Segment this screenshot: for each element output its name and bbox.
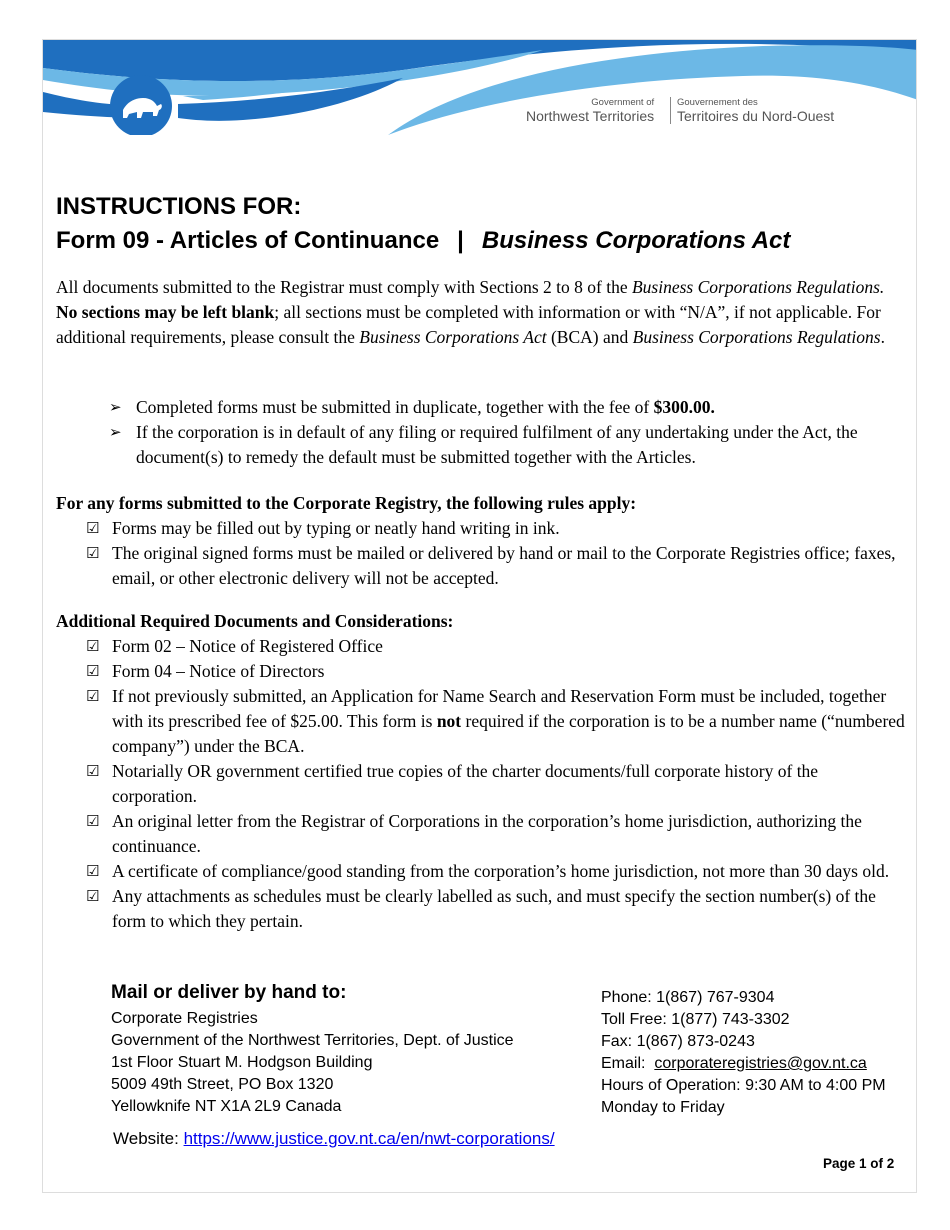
toll-free: Toll Free: 1(877) 743-3302 <box>601 1011 790 1028</box>
gov-en-large: Northwest Territories <box>526 108 655 124</box>
rule-text: The original signed forms must be mailed or delivered by hand or mail to the Corporate Registries office; faxes, email, or other electronic delivery will not be accepted. <box>112 543 896 588</box>
doc-text: Form 02 – Notice of Registered Office <box>112 636 383 656</box>
list-item <box>86 634 906 659</box>
doc-text: required if the corporation is to be a number name (“numbered company”) under the BCA. <box>112 711 905 756</box>
contact-info <box>601 987 886 1119</box>
address-line: 1st Floor Stuart M. Hodgson Building <box>111 1054 373 1071</box>
checkbox-icon: ☑ <box>86 687 100 705</box>
intro-text-end: . <box>880 327 885 347</box>
requirements-list <box>109 395 889 470</box>
list-item <box>86 684 906 759</box>
form-name: Form 09 - Articles of Continuance <box>56 227 440 254</box>
phone: Phone: 1(867) 767-9304 <box>601 989 775 1006</box>
email-link[interactable]: corporateregistries@gov.nt.ca <box>654 1055 867 1072</box>
address-line: 5009 49th Street, PO Box 1320 <box>111 1076 334 1093</box>
polar-bear-logo-icon <box>110 75 172 135</box>
bullet-text: Completed forms must be submitted in duplicate, together with the fee of <box>136 397 654 417</box>
intro-regulations: Business Corporations Regulations. <box>631 277 885 297</box>
gov-name-french <box>677 97 834 124</box>
instructions-heading: INSTRUCTIONS FOR: <box>56 193 302 220</box>
intro-act: Business Corporations Act <box>359 327 547 347</box>
list-item <box>86 541 906 591</box>
email-row <box>601 1053 886 1075</box>
address-line: Yellowknife NT X1A 2L9 Canada <box>111 1098 342 1115</box>
hours: Hours of Operation: 9:30 AM to 4:00 PM <box>601 1077 886 1094</box>
doc-text: Notarially OR government certified true copies of the charter documents/full corporate history of the corporation. <box>112 761 819 806</box>
doc-text: Form 04 – Notice of Directors <box>112 661 325 681</box>
doc-text: Any attachments as schedules must be clearly labelled as such, and must specify the section number(s) of the form to which they pertain. <box>112 886 876 931</box>
list-item <box>86 759 906 809</box>
address-line: Government of the Northwest Territories, Dept. of Justice <box>111 1032 514 1049</box>
fax: Fax: 1(867) 873-0243 <box>601 1033 755 1050</box>
checkbox-icon: ☑ <box>86 662 100 680</box>
gov-divider <box>670 97 671 124</box>
gov-name-english <box>526 97 654 124</box>
days: Monday to Friday <box>601 1099 725 1116</box>
rule-text: Forms may be filled out by typing or neatly hand writing in ink. <box>112 518 560 538</box>
rules-heading: For any forms submitted to the Corporate Registry, the following rules apply: <box>56 493 637 513</box>
intro-text-3: (BCA) and <box>546 327 633 347</box>
intro-no-blank: No sections may be left blank <box>56 302 275 322</box>
document-page <box>42 39 917 1193</box>
act-name: Business Corporations Act <box>481 227 791 254</box>
gov-fr-large: Territoires du Nord-Ouest <box>677 108 835 124</box>
email-label: Email: <box>601 1055 646 1072</box>
gov-fr-small: Gouvernement des <box>677 97 758 108</box>
address-line: Corporate Registries <box>111 1010 258 1027</box>
docs-list <box>86 634 906 934</box>
doc-text: If not previously submitted, an Application for Name Search and Reservation Form must be included, together with its prescribed fee of $25.00. This form is <box>112 686 887 731</box>
gov-en-small: Government of <box>591 97 655 108</box>
arrow-bullet-icon: ➢ <box>109 423 122 441</box>
form-title <box>56 226 790 256</box>
arrow-bullet-icon: ➢ <box>109 398 122 416</box>
mailing-address <box>111 1008 514 1118</box>
checkbox-icon: ☑ <box>86 887 100 905</box>
list-item <box>109 395 889 420</box>
page-number: Page 1 of 2 <box>823 1156 895 1171</box>
checkbox-icon: ☑ <box>86 544 100 562</box>
intro-text-1: All documents submitted to the Registrar must comply with Sections 2 to 8 of the <box>56 277 632 297</box>
list-item <box>86 884 906 934</box>
fee-amount: $300.00. <box>653 397 715 417</box>
bullet-text: If the corporation is in default of any filing or required fulfilment of any undertaking under the Act, the document(s) to remedy the default must be submitted together with the Articles. <box>136 422 858 467</box>
checkbox-icon: ☑ <box>86 862 100 880</box>
checkbox-icon: ☑ <box>86 637 100 655</box>
website-row <box>113 1129 555 1149</box>
title-separator: | <box>457 227 464 254</box>
mail-heading: Mail or deliver by hand to: <box>111 982 347 1003</box>
intro-paragraph <box>56 275 886 350</box>
rules-list <box>86 516 906 591</box>
intro-regulations-2: Business Corporations Regulations <box>632 327 881 347</box>
doc-text-bold: not <box>436 711 462 731</box>
checkbox-icon: ☑ <box>86 812 100 830</box>
doc-text: A certificate of compliance/good standing from the corporation’s home jurisdiction, not more than 30 days old. <box>112 861 890 881</box>
checkbox-icon: ☑ <box>86 519 100 537</box>
list-item <box>109 420 889 470</box>
list-item <box>86 859 906 884</box>
doc-text: An original letter from the Registrar of Corporations in the corporation’s home jurisdiction, authorizing the continuance. <box>112 811 862 856</box>
intro-text-2: ; all sections must be completed with information or with “N/A”, if not applicable. For additional requirements, please consult the <box>56 302 881 347</box>
docs-heading: Additional Required Documents and Considerations: <box>56 611 454 631</box>
list-item <box>86 659 906 684</box>
list-item <box>86 516 906 541</box>
checkbox-icon: ☑ <box>86 762 100 780</box>
list-item <box>86 809 906 859</box>
website-label: Website: <box>113 1129 179 1148</box>
website-link[interactable]: https://www.justice.gov.nt.ca/en/nwt-corporations/ <box>183 1129 555 1148</box>
